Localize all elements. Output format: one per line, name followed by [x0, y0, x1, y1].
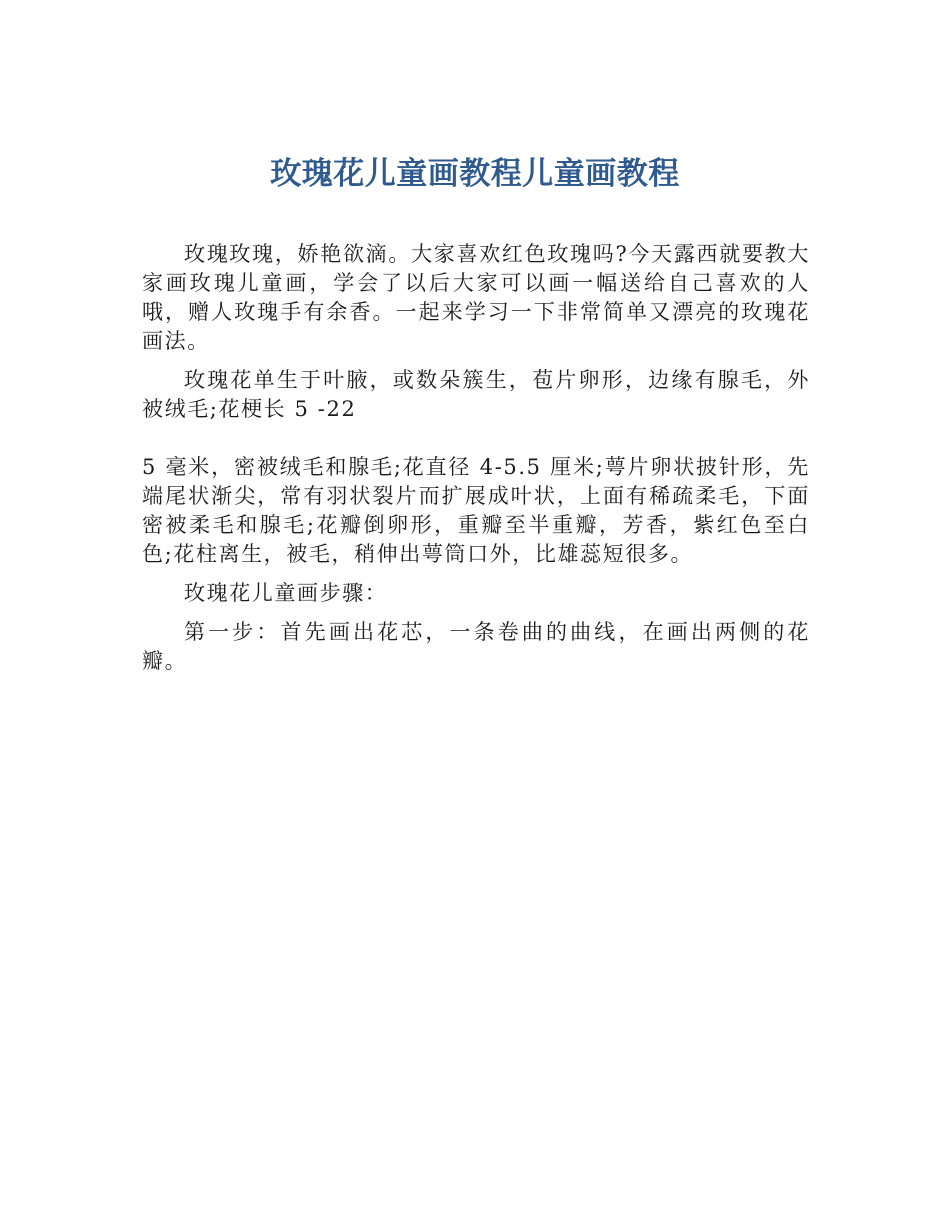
- paragraph-description: 玫瑰花单生于叶腋，或数朵簇生，苞片卵形，边缘有腺毛，外被绒毛;花梗长 5 -22: [142, 368, 810, 421]
- document-body: [142, 240, 810, 676]
- paragraph-steps-heading: 玫瑰花儿童画步骤：: [184, 581, 388, 605]
- paragraph-intro: 玫瑰玫瑰，娇艳欲滴。大家喜欢红色玫瑰吗?今天露西就要教大家画玫瑰儿童画，学会了以后大家可以画一幅送给自己喜欢的人哦，赠人玫瑰手有余香。一起来学习一下非常简单又漂亮的玫瑰花画法。: [142, 242, 810, 353]
- paragraph-description-continued: 5 毫米，密被绒毛和腺毛;花直径 4-5.5 厘米;萼片卵状披针形，先端尾状渐尖，常有羽状裂片而扩展成叶状，上面有稀疏柔毛，下面密被柔毛和腺毛;花瓣倒卵形，重瓣至半重瓣，芳香，紫红色至白色;花柱离生，被毛，稍伸出萼筒口外，比雄蕊短很多。: [142, 455, 810, 566]
- page-title: 玫瑰花儿童画教程儿童画教程: [270, 156, 680, 192]
- paragraph-step-one: 第一步：首先画出花芯，一条卷曲的曲线，在画出两侧的花瓣。: [142, 620, 810, 673]
